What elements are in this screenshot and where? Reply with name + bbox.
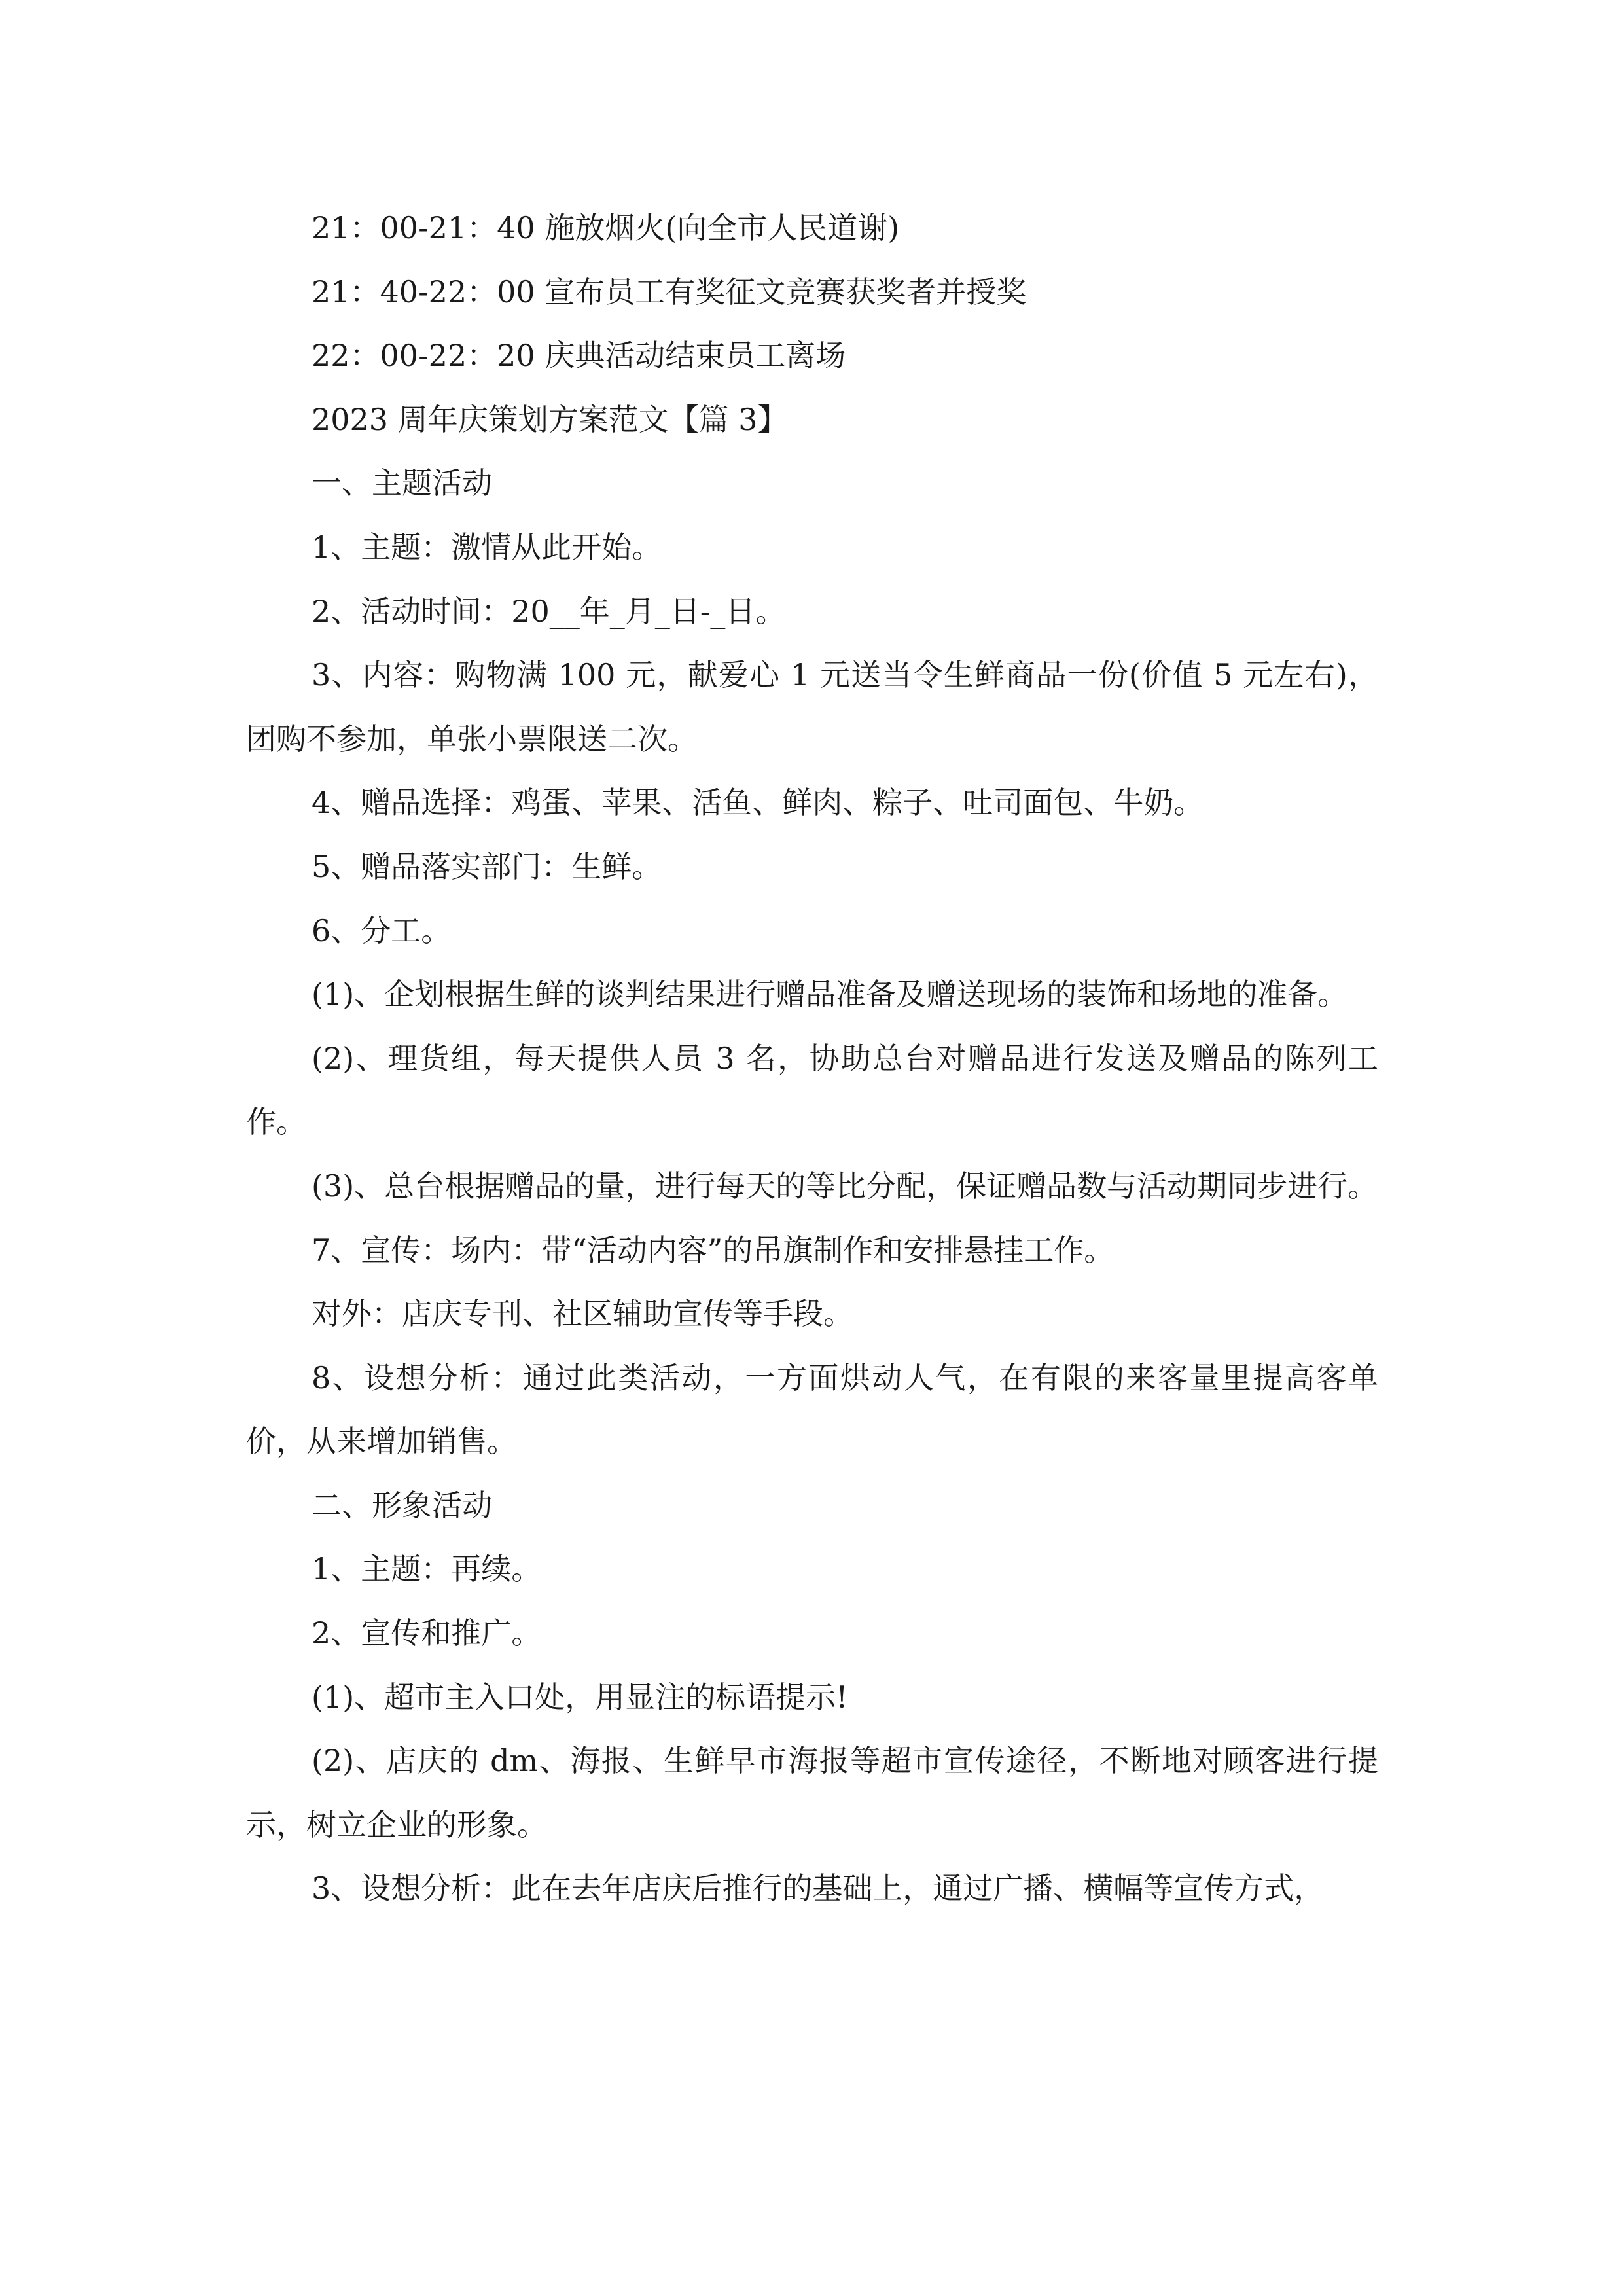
schedule-line-awards: 21：40-22：00 宣布员工有奖征文竞赛获奖者并授奖 (312, 274, 1027, 310)
document-body (246, 196, 1378, 1921)
paragraph: 4、赠品选择：鸡蛋、苹果、活鱼、鲜肉、粽子、吐司面包、牛奶。 (312, 785, 1204, 821)
paragraph: 2、活动时间：20__年_月_日-_日。 (312, 593, 786, 629)
paragraph: (2)、店庆的 dm、海报、生鲜早市海报等超市宣传途径，不断地对顾客进行提示，树立企业的形象。 (246, 1743, 1378, 1842)
paragraph: 2、宣传和推广。 (312, 1615, 542, 1651)
paragraph: (3)、总台根据赠品的量，进行每天的等比分配，保证赠品数与活动期同步进行。 (312, 1168, 1378, 1204)
paragraph: 7、宣传：场内：带“活动内容”的吊旗制作和安排悬挂工作。 (312, 1232, 1115, 1268)
paragraph: 3、内容：购物满 100 元，献爱心 1 元送当令生鲜商品一份(价值 5 元左右)，团购不参加，单张小票限送二次。 (246, 657, 1378, 757)
section-title: 2023 周年庆策划方案范文【篇 3】 (312, 401, 788, 437)
paragraph: 6、分工。 (312, 912, 452, 948)
paragraph: 1、主题：激情从此开始。 (312, 529, 662, 565)
heading-image-activity: 二、形象活动 (312, 1487, 492, 1523)
paragraph: (1)、超市主入口处，用显注的标语提示! (312, 1679, 848, 1715)
heading-theme-activity: 一、主题活动 (312, 465, 492, 501)
paragraph: 1、主题：再续。 (312, 1551, 542, 1587)
paragraph: 5、赠品落实部门：生鲜。 (312, 848, 662, 884)
paragraph: 8、设想分析：通过此类活动，一方面烘动人气，在有限的来客量里提高客单价，从来增加销售。 (246, 1359, 1378, 1460)
paragraph: (1)、企划根据生鲜的谈判结果进行赠品准备及赠送现场的装饰和场地的准备。 (312, 977, 1348, 1013)
schedule-line-fireworks: 21：00-21：40 施放烟火(向全市人民道谢) (312, 210, 900, 245)
schedule-line-closing: 22：00-22：20 庆典活动结束员工离场 (312, 338, 846, 374)
paragraph: (2)、理货组，每天提供人员 3 名，协助总台对赠品进行发送及赠品的陈列工作。 (246, 1040, 1378, 1140)
paragraph: 3、设想分析：此在去年店庆后推行的基础上，通过广播、横幅等宣传方式， (312, 1871, 1325, 1907)
paragraph: 对外：店庆专刊、社区辅助宣传等手段。 (312, 1296, 853, 1332)
